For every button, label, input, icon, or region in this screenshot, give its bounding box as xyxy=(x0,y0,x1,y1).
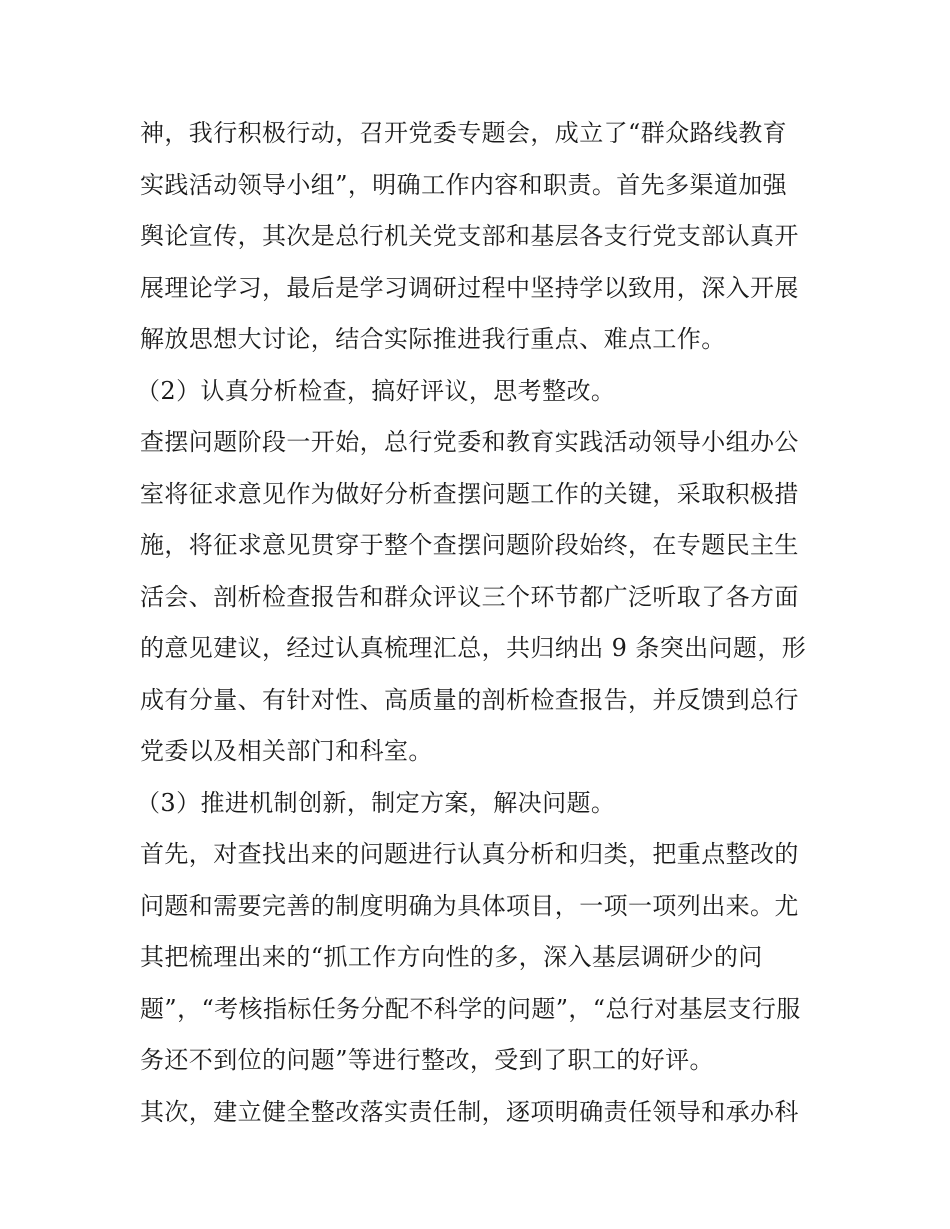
section-heading: （2）认真分析检查，搞好评议，思考整改。 xyxy=(136,376,616,405)
text-line: 室将征求意见作为做好分析查摆问题工作的关键，采取积极措 xyxy=(140,479,799,508)
text-line: 问题和需要完善的制度明确为具体项目，一项一项列出来。尤 xyxy=(140,891,799,920)
text-line: 舆论宣传，其次是总行机关党支部和基层各支行党支部认真开 xyxy=(140,222,799,250)
text-line: 题”，“考核指标任务分配不科学的问题”，“总行对基层支行服 xyxy=(140,994,801,1023)
text-line: 其次，建立健全整改落实责任制，逐项明确责任领导和承办科 xyxy=(140,1097,799,1126)
text-line: 首先，对查找出来的问题进行认真分析和归类，把重点整改的 xyxy=(140,840,799,868)
text-line: 党委以及相关部门和科室。 xyxy=(140,737,433,765)
text-line: 查摆问题阶段一开始，总行党委和教育实践活动领导小组办公 xyxy=(140,428,799,456)
text-line: 务还不到位的问题”等进行整改，受到了职工的好评。 xyxy=(140,1046,714,1074)
body-text xyxy=(136,108,820,1138)
text-line: 施，将征求意见贯穿于整个查摆问题阶段始终，在专题民主生 xyxy=(140,531,799,559)
text-line: 活会、剖析检查报告和群众评议三个环节都广泛听取了各方面 xyxy=(140,582,799,611)
text-line: 神，我行积极行动，召开党委专题会，成立了“群众路线教育 xyxy=(140,119,788,147)
text-line: 展理论学习，最后是学习调研过程中坚持学以致用，深入开展 xyxy=(140,273,799,302)
text-line: 成有分量、有针对性、高质量的剖析检查报告，并反馈到总行 xyxy=(140,685,799,714)
section-heading: （3）推进机制创新，制定方案，解决问题。 xyxy=(136,788,616,817)
text-line: 的意见建议，经过认真梳理汇总，共归纳出 9 条突出问题，形 xyxy=(140,634,807,662)
text-line: 其把梳理出来的“抓工作方向性的多，深入基层调研少的问 xyxy=(140,943,763,971)
text-line: 实践活动领导小组”，明确工作内容和职责。首先多渠道加强 xyxy=(140,170,788,199)
text-line: 解放思想大讨论，结合实际推进我行重点、难点工作。 xyxy=(140,325,726,353)
